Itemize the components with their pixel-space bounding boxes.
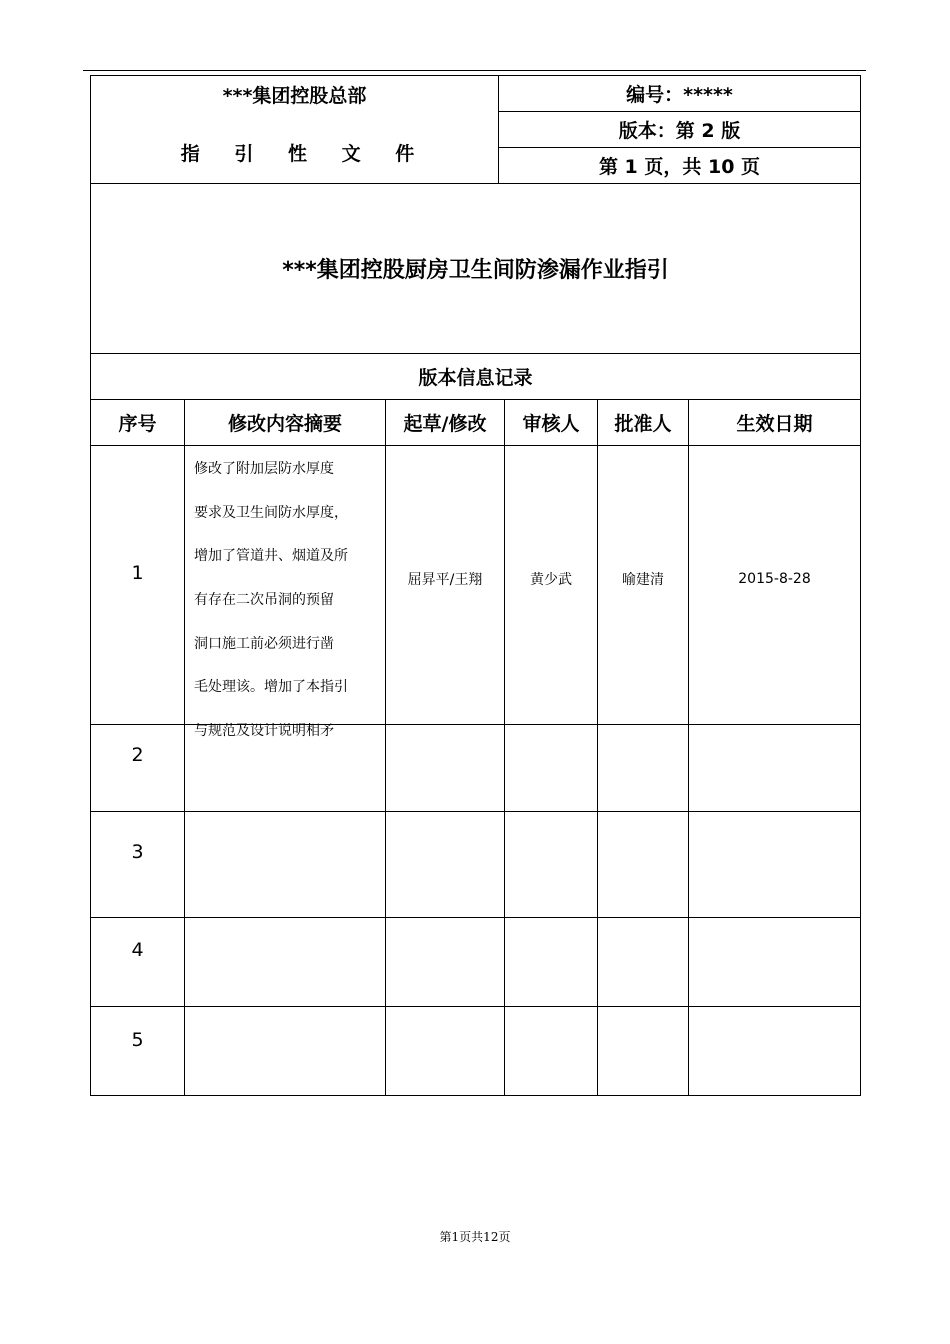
summary-line: 洞口施工前必须进行凿: [194, 635, 334, 652]
col-header-date: 生效日期: [688, 399, 861, 446]
row-5-drafter: [385, 1006, 505, 1096]
row-5-summary: [184, 1006, 386, 1096]
page-info-cell: [498, 147, 861, 184]
row-1-reviewer: 黄少武: [504, 445, 598, 725]
col-header-reviewer: 审核人: [504, 399, 598, 446]
header-left-cell: [90, 75, 499, 184]
summary-line: 与规范及设计说明相矛: [194, 723, 334, 740]
col-header-summary: 修改内容摘要: [184, 399, 386, 446]
version-cell: [498, 111, 861, 148]
col-header-no: 序号: [90, 399, 185, 446]
row-2-drafter: [385, 724, 505, 812]
row-1-drafter: 屈昇平/王翔: [385, 445, 505, 725]
page-footer: 第1页共12页: [439, 1230, 511, 1244]
document-type: 指 引 性 文 件: [180, 143, 429, 165]
document-title: ***集团控股厨房卫生间防渗漏作业指引: [282, 258, 669, 283]
row-5-reviewer: [504, 1006, 598, 1096]
doc-number-cell: [498, 75, 861, 112]
row-4-reviewer: [504, 917, 598, 1007]
row-3-approver: [597, 811, 689, 918]
version-label: 版本：第 2 版: [618, 120, 741, 142]
summary-line: 有存在二次吊洞的预留: [194, 592, 334, 609]
summary-line: 修改了附加层防水厚度: [194, 461, 334, 477]
company-name: ***集团控股总部: [222, 85, 367, 107]
row-3-reviewer: [504, 811, 598, 918]
row-1-approver: 喻建清: [597, 445, 689, 725]
row-3-summary: [184, 811, 386, 918]
summary-line: 毛处理该。增加了本指引: [194, 679, 348, 696]
row-1-date: 2015-8-28: [688, 445, 861, 725]
row-3-drafter: [385, 811, 505, 918]
page-info: 第 1 页，共 10 页: [598, 156, 761, 178]
row-3-date: [688, 811, 861, 918]
row-1-summary-text: [194, 448, 384, 754]
row-1-no: 1: [90, 445, 185, 725]
row-2-no: 2: [90, 724, 185, 812]
row-5-date: [688, 1006, 861, 1096]
row-5-approver: [597, 1006, 689, 1096]
row-2-approver: [597, 724, 689, 812]
version-record-heading: 版本信息记录: [418, 367, 533, 389]
row-2-date: [688, 724, 861, 812]
summary-line: 要求及卫生间防水厚度，: [194, 504, 348, 521]
row-4-no: 4: [90, 917, 185, 1007]
row-2-reviewer: [504, 724, 598, 812]
row-4-approver: [597, 917, 689, 1007]
row-5-no: 5: [90, 1006, 185, 1096]
doc-number: 编号：*****: [626, 84, 733, 106]
version-record-heading-cell: [90, 353, 861, 400]
row-3-no: 3: [90, 811, 185, 918]
col-header-drafter: 起草/修改: [385, 399, 505, 446]
summary-line: 增加了管道井、烟道及所: [194, 548, 348, 565]
row-4-summary: [184, 917, 386, 1007]
col-header-approver: 批准人: [597, 399, 689, 446]
row-4-date: [688, 917, 861, 1007]
title-cell: [90, 183, 861, 354]
row-4-drafter: [385, 917, 505, 1007]
top-rule: [83, 70, 866, 71]
